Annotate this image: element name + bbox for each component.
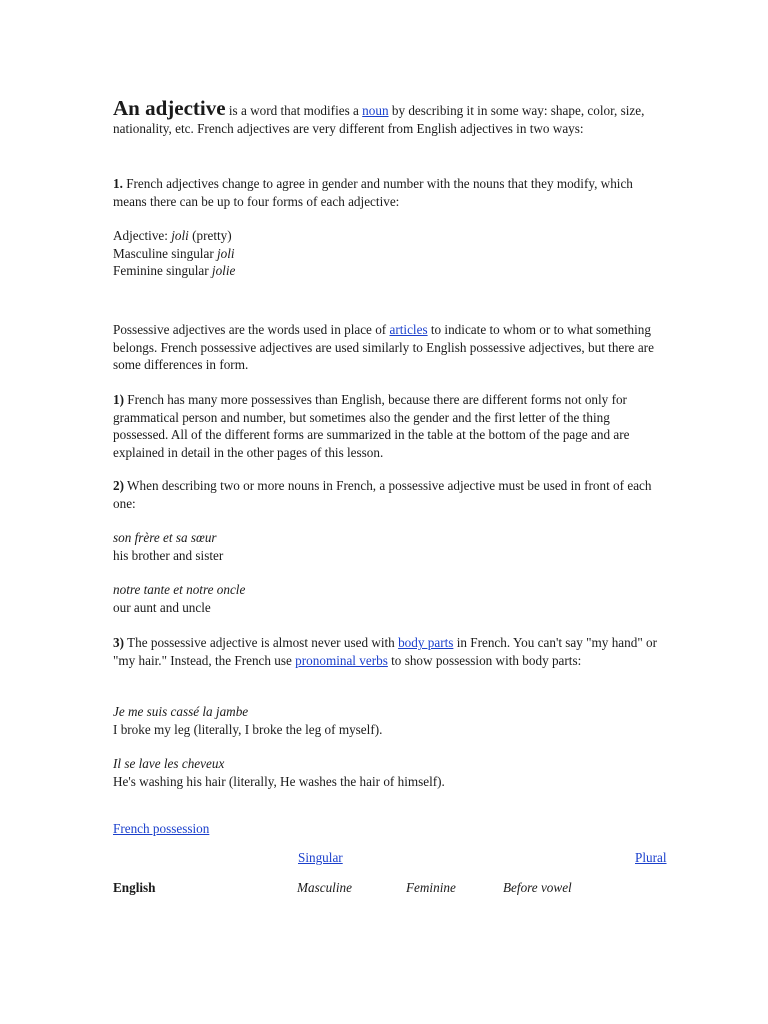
example-c2 <box>113 755 658 790</box>
example-b1 <box>113 529 658 564</box>
example-french: notre tante et notre oncle <box>113 582 246 597</box>
point-1-paragraph: 1. French adjectives change to agree in gender and number with the nouns that they modify, which means there can be up to four forms of each adjective: <box>113 176 633 209</box>
possessive-intro-paragraph: Possessive adjectives are the words used in place of articles to indicate to whom or to what something belongs. French possessive adjectives are used similarly to English possessive adjectives, but there are some differences in form. <box>113 322 654 372</box>
col-masculine: Masculine <box>297 880 352 895</box>
plural-column-link[interactable]: Plural <box>635 850 667 865</box>
pronominal-verbs-link[interactable]: pronominal verbs <box>295 652 388 668</box>
example-french: Je me suis cassé la jambe <box>113 704 249 719</box>
example-english: his brother and sister <box>113 547 224 563</box>
col-feminine: Feminine <box>406 880 456 895</box>
point-a-paragraph: 1) French has many more possessives than English, because there are different forms not only for grammatical person and number, but sometimes also the gender and the first letter of the thing possessed. All of the different forms are summarized in the table at the bottom of the page and are explained in detail in the other pages of this lesson. <box>113 392 630 460</box>
point-1-number: 1. <box>113 176 123 191</box>
french-possession-link[interactable]: French possession <box>113 821 210 836</box>
point-b-paragraph: 2) When describing two or more nouns in French, a possessive adjective must be used in front of each one: <box>113 478 652 511</box>
example-b2 <box>113 581 658 616</box>
col-before-vowel: Before vowel <box>503 880 572 895</box>
example-english: He's washing his hair (literally, He washes the hair of himself). <box>113 773 445 789</box>
example-c1 <box>113 703 658 738</box>
example-english: our aunt and uncle <box>113 599 211 615</box>
row-label-english: English <box>113 880 156 895</box>
point-c-paragraph: 3) The possessive adjective is almost never used with body parts in French. You can't say "my hand" or "my hair." Instead, the French use pronominal verbs to show possession with body parts: <box>113 635 657 668</box>
point-a-number: 1) <box>113 392 124 407</box>
example-line: Masculine singular joli <box>113 245 235 261</box>
example-french: son frère et sa sœur <box>113 530 217 545</box>
intro-heading: An adjective <box>113 96 226 120</box>
example-line: Adjective: joli (pretty) <box>113 228 232 243</box>
body-parts-link[interactable]: body parts <box>398 635 454 650</box>
point-b-number: 2) <box>113 478 124 493</box>
example-line: Feminine singular jolie <box>113 263 236 278</box>
adjective-example-list <box>113 227 658 280</box>
singular-column-link[interactable]: Singular <box>298 850 343 865</box>
point-c-number: 3) <box>113 635 124 650</box>
example-french: Il se lave les cheveux <box>113 756 225 771</box>
example-english: I broke my leg (literally, I broke the leg of myself). <box>113 721 383 737</box>
noun-link[interactable]: noun <box>362 103 389 118</box>
intro-paragraph: An adjective is a word that modifies a noun by describing it in some way: shape, color, size, nationality, etc. French adjectives are very different from English adjectives in two ways: <box>113 96 645 136</box>
articles-link[interactable]: articles <box>389 322 428 337</box>
